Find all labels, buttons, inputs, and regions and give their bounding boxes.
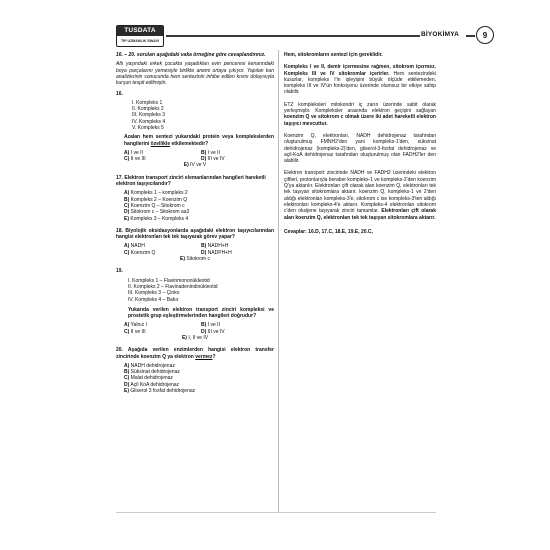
question-stem [116,134,274,147]
section-title: BİYOKİMYA [421,31,460,38]
option-text: Kompleks 1 – kompleks 2 [130,190,188,197]
option-text: Süksinat dehidrojenaz [130,369,180,376]
case-intro-title: 16. – 20. soruları aşağıdaki vaka örneğine göre cevaplandırınız. [116,52,266,58]
question-18 [116,228,274,262]
footer-rule [116,512,436,513]
question-16 [116,91,274,168]
option-c[interactable]: C) Malat dehidrojenaz [124,375,173,382]
list-item: V. Kompleks 5 [132,124,164,131]
explanation-bold: Elektronları çift olarak alan koenzim Q, elektronları tek tek taşıyan sitokromlara aktarır. [284,208,436,221]
option-a[interactable]: A) Kompleks 1 – kompleks 2 [124,190,188,197]
list-item: II. Kompleks 2 [132,106,164,113]
stem-text-end: ? [212,353,216,360]
explanation-bold: Kompleks I ve II, demir içermesine rağmen, sitokrom içermez. Kompleks III ve IV sitokromlar içerirler. [284,64,436,77]
option-text: NADPH+H [207,249,232,256]
option-text: I, II ve IV [188,334,209,341]
question-stem [116,175,274,188]
explanation-coenzyme-q: Koenzim Q, elektronları, NADH dehidrojenaz tarafından oluşturulmuş FMNH2'den yani kompleks-1'den, süksinat dehidrojenaz (kompleks-2)'den, gliserol-3-fosfat dehidrojenaz ve açil-KoA dehidrojenaz tarafından oluşturulmuş olan FADH2'ler den alabilir. [284,132,436,165]
stem-underline: özellikle [150,140,171,147]
option-text: III ve IV [207,156,225,163]
pairing-list [128,278,274,303]
option-text: NADH dehidrojenaz [130,362,175,369]
question-17 [116,175,274,222]
list-item: III. Kompleks 3 – Çinko [128,290,180,297]
option-a[interactable]: A) NADH [124,243,145,250]
question-stem [116,347,274,360]
left-column [116,52,274,394]
explanation-text: Elektron transport zincirinde NADH ve FADH2 üzerindeki elektron çiftleri, protonlarıyla beraber kompleks-1 ve kompleks-2'den koenzim Q'ya aktarılır. Elektronları çift olarak alan koenzim Q, elektronları tek tek taşıyan sitokromlara aktarır. koenzim Q, kompleks-1 ve 2'den aldığı elektronları kompleks-3'e, sitokrom c ise kompleks-3'ten aldığı elektronları kompleks-4'e aktarır. Kompleks-4 elektronları sitokrom c'den oksijene taşıyarak zinciri tamamlar. [284,170,436,215]
question-number: 20. [116,347,123,354]
options [116,150,274,163]
explanation-transport [284,170,436,220]
option-text: II ve III [130,328,146,335]
publisher-logo [116,25,164,47]
option-text: II ve III [130,156,146,163]
logo-subtitle: TIP UZMANLIK SINAVI [120,39,159,43]
option-a[interactable]: A) NADH dehidrojenaz [124,362,175,369]
explanation-text: Hem sentezindeki kusurlar, kompleks I'in işleyişini büyük ölçüde etkilemeden, kompleks III ve IV'ün fonksiyonu üzerinde olumsuz bir etkiye sahip olabilir. [284,70,436,96]
option-text: Koenzim Q – Sitokrom c [130,202,185,209]
option-text: Koenzim Q [130,249,156,256]
list-item: II. Kompleks 2 – Flavinadenindinükleotid [128,283,218,290]
question-number: 17. [116,174,123,181]
question-number: 16. [116,91,123,98]
question-stem: Yukarıda verilen elektron transport zinciri kompleksi ve prostetik grup eşleştirmelerinden hangileri doğrudur? [128,306,274,320]
option-c[interactable]: C) II ve III [124,328,146,335]
option-text: IV ve V [190,162,207,169]
stem-text-end: etkilemektedir? [170,140,209,147]
explanation-etc [284,102,436,127]
options [116,363,274,394]
explanation-complexes [284,64,436,95]
options [116,190,274,221]
case-intro-text: Altı yaşındaki erkek çocukta yaşadıkları evin penceresi kenarındaki boya parçalarını yemesiyle birlikte anemi ortaya çıkıyor. Yapılan kan analizlerinin sonucunda hem sentezinin inhibe edilen kısmı dolayısıyla kurşun tespit edilmiştir. [116,61,274,87]
option-b[interactable]: B) Süksinat dehidrojenaz [124,369,180,376]
list-item: I. Kompleks 1 – Flavinmononükleotid [128,277,210,284]
option-c[interactable]: C) Koenzim Q [124,249,156,256]
question-stem [116,228,274,241]
option-b[interactable]: B) Kompleks 2 – Koenzim Q [124,196,188,203]
options [116,243,274,256]
right-column [284,52,436,238]
option-a[interactable]: A) I ve II [124,149,143,156]
option-d[interactable]: D) III ve IV [201,328,225,335]
option-text: NADH+H [207,243,229,250]
option-text: I ve II [207,149,220,156]
stem-underline: vermez [195,353,213,360]
list-item: IV. Kompleks 4 – Bakır [128,296,179,303]
header-rule-right [466,35,475,37]
page-number: 9 [476,26,494,44]
option-text: Kompleks 2 – Koenzim Q [130,196,188,203]
stem-text: Biyolojik oksidasyonlarda aşağıdaki elektron taşıyıcılarından hangisi elektronları tek tek taşıyarak görev yapar? [116,227,274,241]
option-text: NADH [130,243,145,250]
option-text: Gliserol 3 fosfat dehidrojenaz [130,388,196,395]
option-text: Kompleks 3 – Kompleks 4 [130,215,189,222]
list-item: III. Kompleks 3 [132,112,166,119]
options [116,322,274,335]
option-c[interactable]: C) II ve III [124,156,146,163]
option-b[interactable]: B) I ve II [201,149,220,156]
question-19 [116,268,274,341]
option-text: Açil KoA dehidrojenaz [130,381,180,388]
column-divider [278,50,279,512]
question-number: 18. [116,227,123,234]
option-text: Malat dehidrojenaz [130,375,173,382]
option-e[interactable]: E) Gliserol 3 fosfat dehidrojenaz [124,388,196,395]
explanation-heme: Hem, sitokromların sentezi için gereklidir. [284,52,383,58]
complex-list [124,100,274,131]
option-e[interactable]: E) Kompleks 3 – Kompleks 4 [124,215,189,222]
option-text: I ve II [130,149,143,156]
option-text: Sitokrom c [186,256,210,263]
option-text: Sitokrom c – Sitokrom aa3 [130,209,190,216]
stem-text: Elektron transport zinciri elemanlarından hangileri hareketli elektron taşıyıcılarıdır? [116,174,266,188]
option-b[interactable]: B) I ve II [201,322,220,329]
list-item: IV. Kompleks 4 [132,118,166,125]
option-a[interactable]: A) Yalnız I [124,322,147,329]
explanation-text: ETZ kompleksleri mitokondri iç zarın üzerinde sabit olarak yerleşmiştir. Kompleksler arasında elektron geçişini sağlayan [284,101,436,115]
explanation-bold: koenzim Q ve sitokrom c olmak üzere iki adet hareketli elektron taşıyıcı mevcuttur. [284,114,436,127]
option-d[interactable]: D) III ve IV [201,156,225,163]
header-rule [166,35,420,37]
option-text: I ve II [207,322,220,329]
question-20 [116,347,274,394]
option-e[interactable]: E) Sitokrom c [179,256,210,263]
option-d[interactable]: D) Açil KoA dehidrojenaz [124,381,180,388]
question-number: 19. [116,268,123,275]
option-text: Yalnız I [130,322,147,329]
option-b[interactable]: B) NADH+H [201,243,229,250]
option-e[interactable]: E) IV ve V [183,162,207,169]
option-e[interactable]: E) I, II ve IV [181,334,209,341]
option-text: III ve IV [207,328,225,335]
answer-key: Cevaplar: 16.D, 17.C, 18.E, 19.E, 20.C, [284,228,373,235]
option-d[interactable]: D) NADPH+H [201,249,232,256]
stem-text: Azalan hem sentezi yukarıdaki protein veya komplekslerden hangilerini [124,134,274,147]
logo-title: TUSDATA [117,26,163,36]
option-d[interactable]: D) Sitokrom c – Sitokrom aa3 [124,209,190,216]
stem-text: Aşağıda verilen enzimlerden hangisi elektron transfer zincirinde koenzim Q ya elektron [116,347,274,360]
option-c[interactable]: C) Koenzim Q – Sitokrom c [124,202,185,209]
list-item: I. Kompleks 1 [132,99,163,106]
